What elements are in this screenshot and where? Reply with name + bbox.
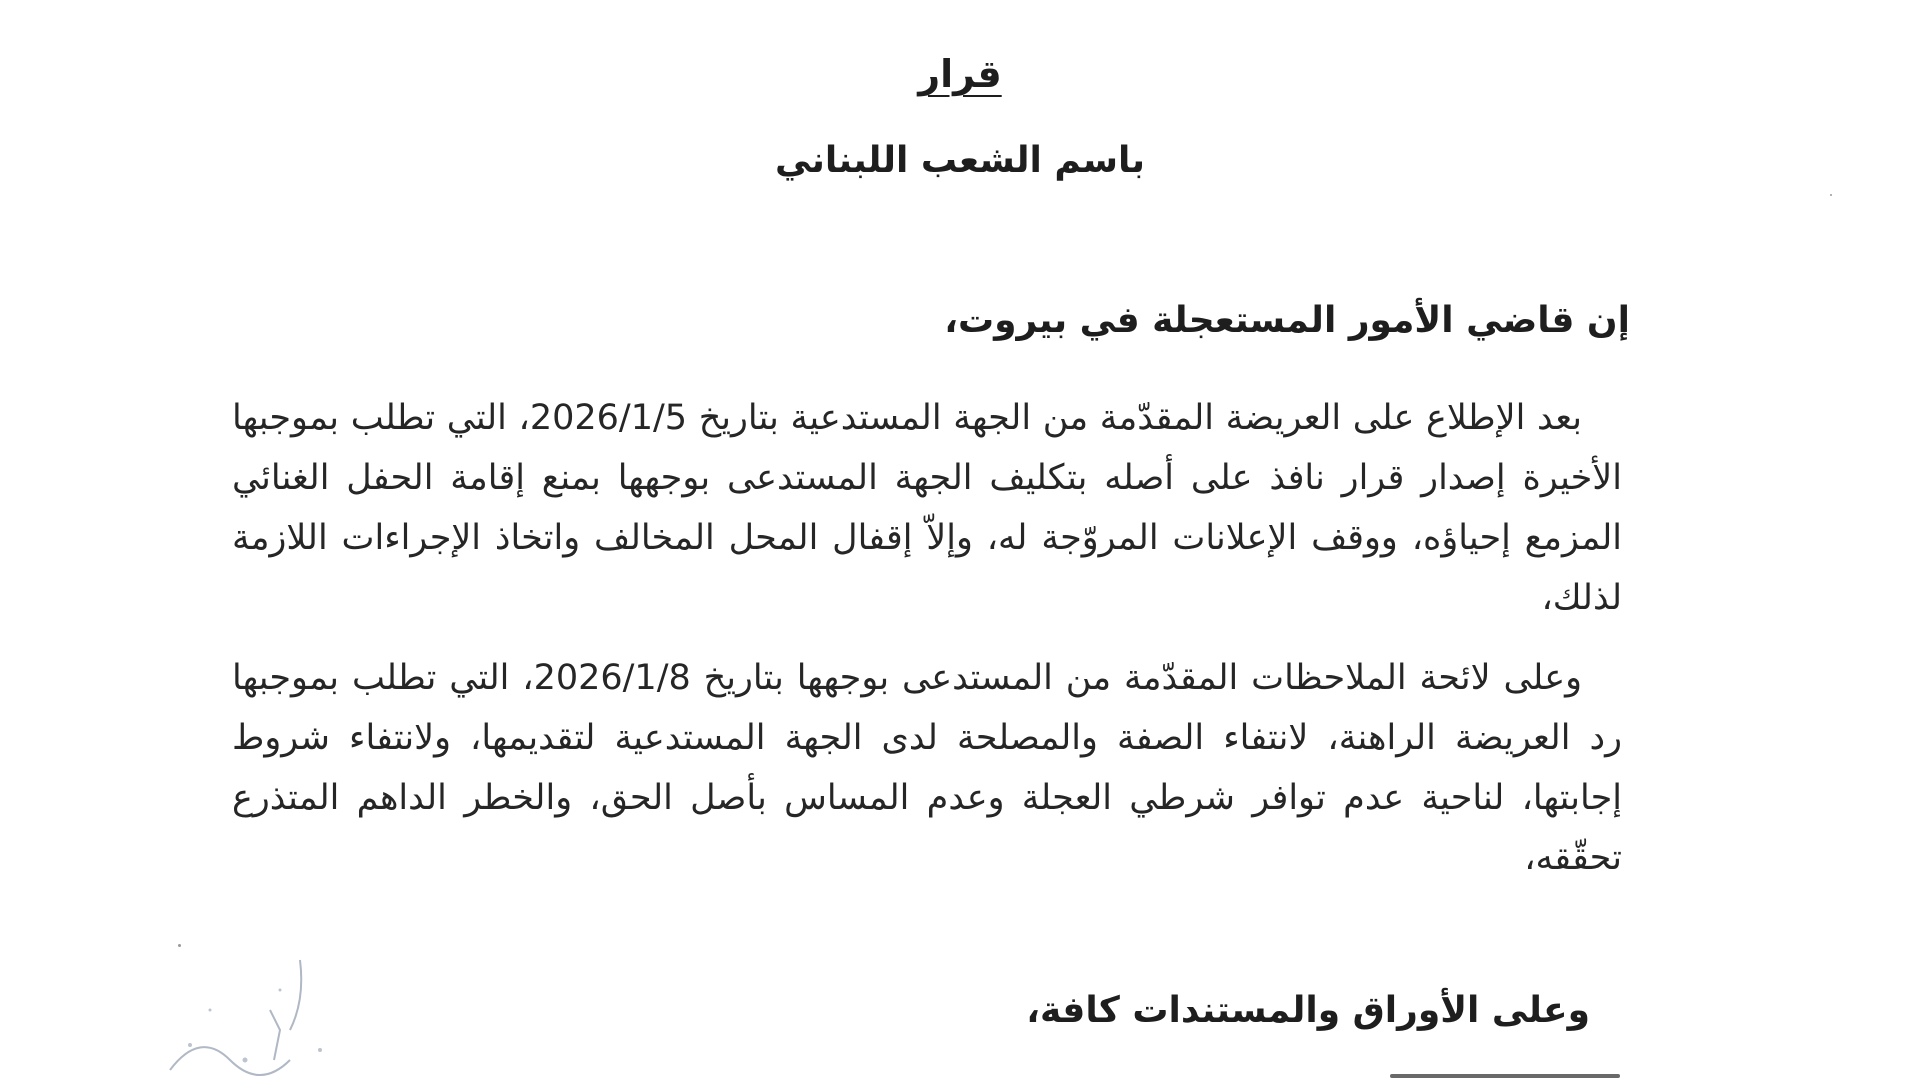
paragraph-observations: وعلى لائحة الملاحظات المقدّمة من المستدعى بوجهها بتاريخ 2026/1/8، التي تطلب بموجبها رد العريضة الراهنة، لانتفاء الصفة والمصلحة لدى الجهة المستدعية لتقديمها، ولانتفاء شروط إجابتها، لناحية عدم توافر شرطي العجلة وعدم المساس بأصل الحق، والخطر الداهم المتذرع تحقّقه، (232, 658, 1622, 878)
closing-line: وعلى الأوراق والمستندات كافة، (1026, 990, 1590, 1031)
judge-intro: إن قاضي الأمور المستعجلة في بيروت، (944, 300, 1630, 341)
stamp-mark (150, 950, 410, 1080)
paragraph-petition: بعد الإطلاع على العريضة المقدّمة من الجهة المستدعية بتاريخ 2026/1/5، التي تطلب بموجبها الأخيرة إصدار قرار نافذ على أصله بتكليف الجهة المستدعى بوجهها بمنع إقامة الحفل الغنائي المزمع إحياؤه، ووقف الإعلانات المروّجة له، وإلاّ إقفال المحل المخالف واتخاذ الإجراءات اللازمة لذلك، (232, 398, 1622, 618)
document-subtitle: باسم الشعب اللبناني (774, 140, 1146, 181)
document-title: قرار (918, 52, 1002, 96)
scan-speck (178, 944, 181, 947)
scan-speck (1830, 194, 1832, 196)
cut-off-text-line (1390, 1066, 1620, 1080)
